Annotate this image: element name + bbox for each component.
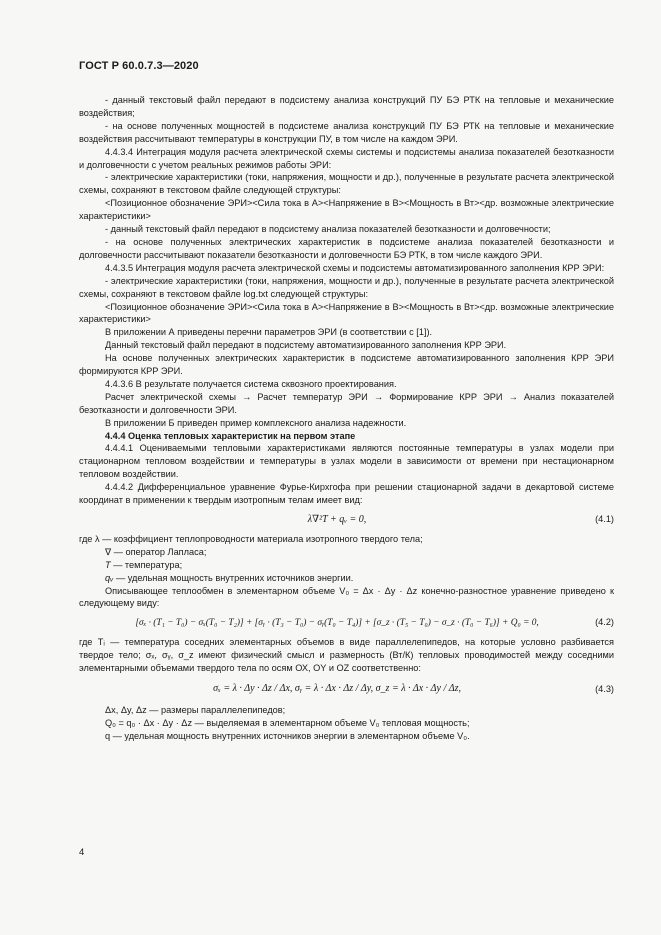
definition-block: где Tᵢ — температура соседних элементарных объемов в виде параллелепипедов, на которые условно разбивается твердое тело; σₓ, σᵧ, σ_z имеют физический смысл и размерность (Вт/К) тепловых проводимостей между соседними элементарными объемами твердого тела по осям ОХ, ОY и ОZ соответственно: <box>79 637 614 674</box>
formula-number: (4.1) <box>595 514 614 524</box>
definition-text: — коэффициент теплопроводности материала изотропного твердого тела; <box>102 533 423 544</box>
formula-number: (4.2) <box>595 617 614 628</box>
paragraph: В приложении Б приведен пример комплексного анализа надежности. <box>105 417 407 428</box>
page-header: ГОСТ Р 60.0.7.3—2020 <box>79 60 199 72</box>
paragraph: 4.4.4.1 Оцениваемыми тепловыми характеристиками являются постоянные температуры в узлах модели при стационарном тепловом воздействии и температуры в узлах модели в зависимости от времени при нестационарном тепловом воздействии. <box>79 443 614 480</box>
formula-expression: λ∇²T + qᵥ = 0, <box>307 514 367 525</box>
where-label: где <box>79 533 93 544</box>
formula-expression: [σₓ · (T₁ − T₀) − σₓ(T₀ − T₂)] + [σᵧ · (T₃ − T₀) − σᵧ(T₀ − T₄)] + [σ_z · (T₅ − T₀) − σ_z · (T₀ − T₆)] + Q₀ = 0, <box>135 618 539 629</box>
definition-symbol: ∇ <box>105 546 112 557</box>
definition-item: Δx, Δy, Δz — размеры параллелепипедов; <box>105 704 286 715</box>
formula-number: (4.3) <box>595 683 614 694</box>
definition-item <box>79 559 614 572</box>
formula-4-2 <box>79 616 614 630</box>
formula-4-3 <box>79 683 614 696</box>
paragraph: <Позиционное обозначение ЭРИ><Сила тока в А><Напряжение в В><Мощность в Вт><др. возможные электрические характеристики> <box>79 198 614 222</box>
paragraph: 4.4.3.5 Интеграция модуля расчета электрической схемы и подсистемы автоматизированного заполнения КРР ЭРИ: <box>105 262 605 273</box>
paragraph: Данный текстовый файл передают в подсистему автоматизированного заполнения КРР ЭРИ. <box>105 340 507 351</box>
paragraph: <Позиционное обозначение ЭРИ><Сила тока в А><Напряжение в В><Мощность в Вт><др. возможные электрические характеристики> <box>79 301 614 325</box>
definition-text: — удельная мощность внутренних источников энергии. <box>115 572 354 583</box>
paragraph: 4.4.3.4 Интеграция модуля расчета электрической схемы системы и подсистемы анализа показателей безотказности и долговечности с учетом реальных режимов работы ЭРИ: <box>79 146 614 170</box>
definitions-list <box>79 533 614 585</box>
definition-symbol: T <box>105 559 111 570</box>
paragraph: 4.4.4.2 Дифференциальное уравнение Фурье-Кирхгофа при решении стационарной задачи в декартовой системе координат в применении к твердым изотропным телам имеет вид: <box>79 482 614 506</box>
definition-item: q — удельная мощность внутренних источников энергии в элементарном объеме V₀. <box>105 730 470 741</box>
definition-symbol: qᵥ <box>105 572 114 583</box>
definition-item <box>79 546 614 559</box>
paragraph: - данный текстовый файл передают в подсистему анализа показателей безотказности и долговечности; <box>105 224 551 235</box>
definition-text: — оператор Лапласа; <box>113 546 207 557</box>
paragraph: На основе полученных электрических характеристик в подсистеме автоматизированного заполнения КРР ЭРИ формируются КРР ЭРИ. <box>79 353 614 377</box>
definition-item: Q₀ = q₀ · Δx · Δy · Δz — выделяемая в элементарном объеме V₀ тепловая мощность; <box>105 717 470 728</box>
paragraph: - электрические характеристики (токи, напряжения, мощности и др.), полученные в результате расчета электрической схемы, сохраняют в текстовом файле следующей структуры: <box>79 172 614 196</box>
formula-expression: σₓ = λ · Δy · Δz / Δx, σᵧ = λ · Δx · Δz / Δy, σ_z = λ · Δx · Δy / Δz, <box>213 682 462 694</box>
definitions-list <box>79 704 614 743</box>
paragraph: Расчет электрической схемы → Расчет температур ЭРИ → Формирование КРР ЭРИ → Анализ показателей безотказности и долговечности ЭРИ. <box>79 391 614 415</box>
paragraph: - на основе полученных электрических характеристик в подсистеме анализа показателей безотказности и долговечности рассчитывают показатели безотказности и долговечности БЭ РТК, в том числе каждого ЭРИ. <box>79 236 614 260</box>
paragraph: Описывающее теплообмен в элементарном объеме V₀ = Δx · Δy · Δz конечно-разностное уравнение приведено к следующему виду: <box>79 585 614 609</box>
definition-symbol: λ <box>94 533 100 544</box>
paragraph: В приложении А приведены перечни параметров ЭРИ (в соответствии с [1]). <box>105 327 433 338</box>
page-number: 4 <box>79 847 85 858</box>
definition-item <box>79 572 614 585</box>
paragraph: 4.4.3.6 В результате получается система сквозного проектирования. <box>105 378 397 389</box>
definition-text: — температура; <box>113 559 183 570</box>
paragraph: - данный текстовый файл передают в подсистему анализа конструкций ПУ БЭ РТК на тепловые и механические воздействия; <box>79 95 614 118</box>
section-heading: 4.4.4 Оценка тепловых характеристик на первом этапе <box>105 430 356 441</box>
definition-item <box>79 533 614 546</box>
paragraph: - электрические характеристики (токи, напряжения, мощности и др.), полученные в результате расчета электрической схемы, сохраняют в текстовом файле log.txt следующей структуры: <box>79 275 614 299</box>
formula-4-1 <box>79 513 614 527</box>
document-body <box>79 94 614 743</box>
paragraph: - на основе полученных мощностей в подсистеме анализа конструкций ПУ БЭ РТК на тепловые и механические воздействия рассчитывают температуры в конструкции ПУ, в том числе на каждом ЭРИ. <box>79 120 614 144</box>
